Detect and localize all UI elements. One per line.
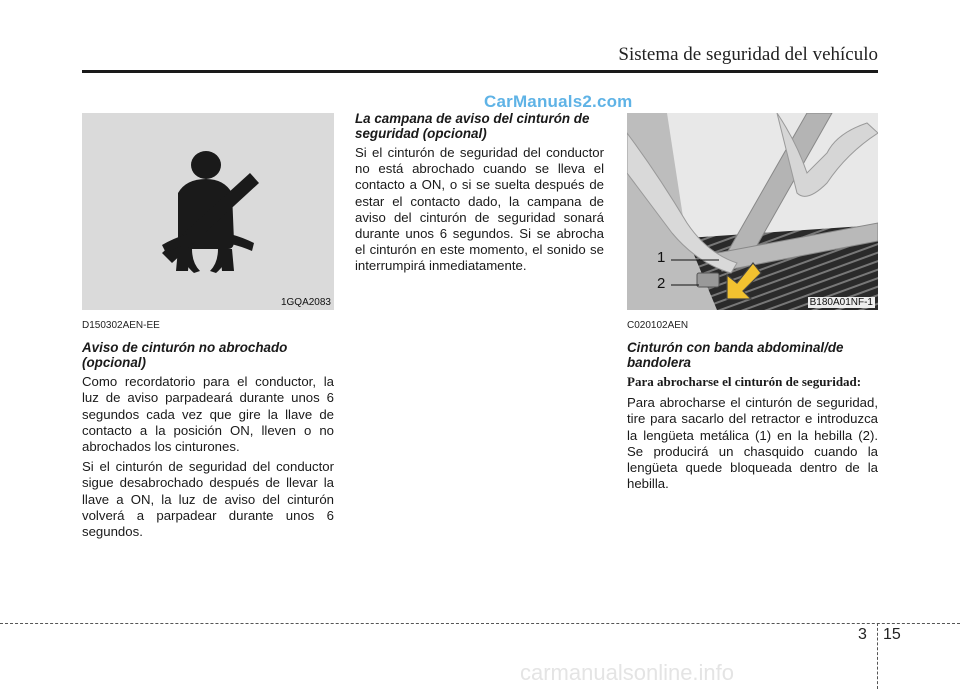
- figure-seatbelt-warning: [82, 113, 334, 310]
- chapter-number: 3: [858, 626, 867, 643]
- column-left: [82, 318, 334, 544]
- section-heading: La campana de aviso del cinturón de seguridad (opcional): [355, 111, 590, 141]
- seatbelt-warning-icon: [82, 113, 334, 310]
- page-number: 15: [883, 626, 901, 643]
- instruction-heading: Para abrocharse el cinturón de seguridad:: [627, 374, 862, 390]
- section-code: D150302AEN-EE: [82, 320, 160, 331]
- callout-1: 1: [657, 249, 666, 266]
- footer-rule: [0, 623, 960, 624]
- header-rule: [82, 70, 878, 73]
- page-header-title: Sistema de seguridad del vehículo: [618, 44, 878, 65]
- footer-divider: [877, 623, 878, 689]
- watermark-top[interactable]: CarManuals2.com: [484, 92, 633, 111]
- figure-fastening-belt: [627, 113, 878, 310]
- callout-2: 2: [657, 275, 666, 292]
- watermark-bottom[interactable]: carmanualsonline.info: [520, 660, 735, 685]
- section-code: C020102AEN: [627, 320, 689, 331]
- column-right: [627, 318, 878, 496]
- paragraph: Si el cinturón de seguridad del conductor no está abrochado cuando se lleva el contacto a ON, o si se suelta después de estar el contacto dado, la campana de aviso del cinturón de seguridad sonará durante unos 6 segundos. Si se abrocha el cinturón en este momento, el sonido se interrumpirá inmediatamente.: [355, 145, 604, 274]
- paragraph: Para abrocharse el cinturón de seguridad, tire para sacarlo del retractor e introduzca la lengüeta metálica (1) en la hebilla (2). Se producirá un chasquido cuando la lengüeta quede bloqueada dentro de la hebilla.: [627, 395, 878, 492]
- figure-code: B180A01NF-1: [809, 297, 873, 308]
- column-middle: [355, 111, 604, 279]
- figure-code: 1GQA2083: [280, 297, 331, 308]
- section-heading: Aviso de cinturón no abrochado (opcional): [82, 340, 288, 371]
- section-heading: Cinturón con banda abdominal/de bandolera: [627, 340, 844, 371]
- paragraph: Como recordatorio para el conductor, la luz de aviso parpadeará durante unos 6 segundos cada vez que gire la llave de contacto a la posición ON, lleven o no abrochados los cinturones.: [82, 374, 334, 455]
- paragraph: Si el cinturón de seguridad del conductor sigue desabrochado después de llevar la llave a ON, la luz de aviso del cinturón volverá a parpadear durante unos 6 segundos.: [82, 459, 334, 540]
